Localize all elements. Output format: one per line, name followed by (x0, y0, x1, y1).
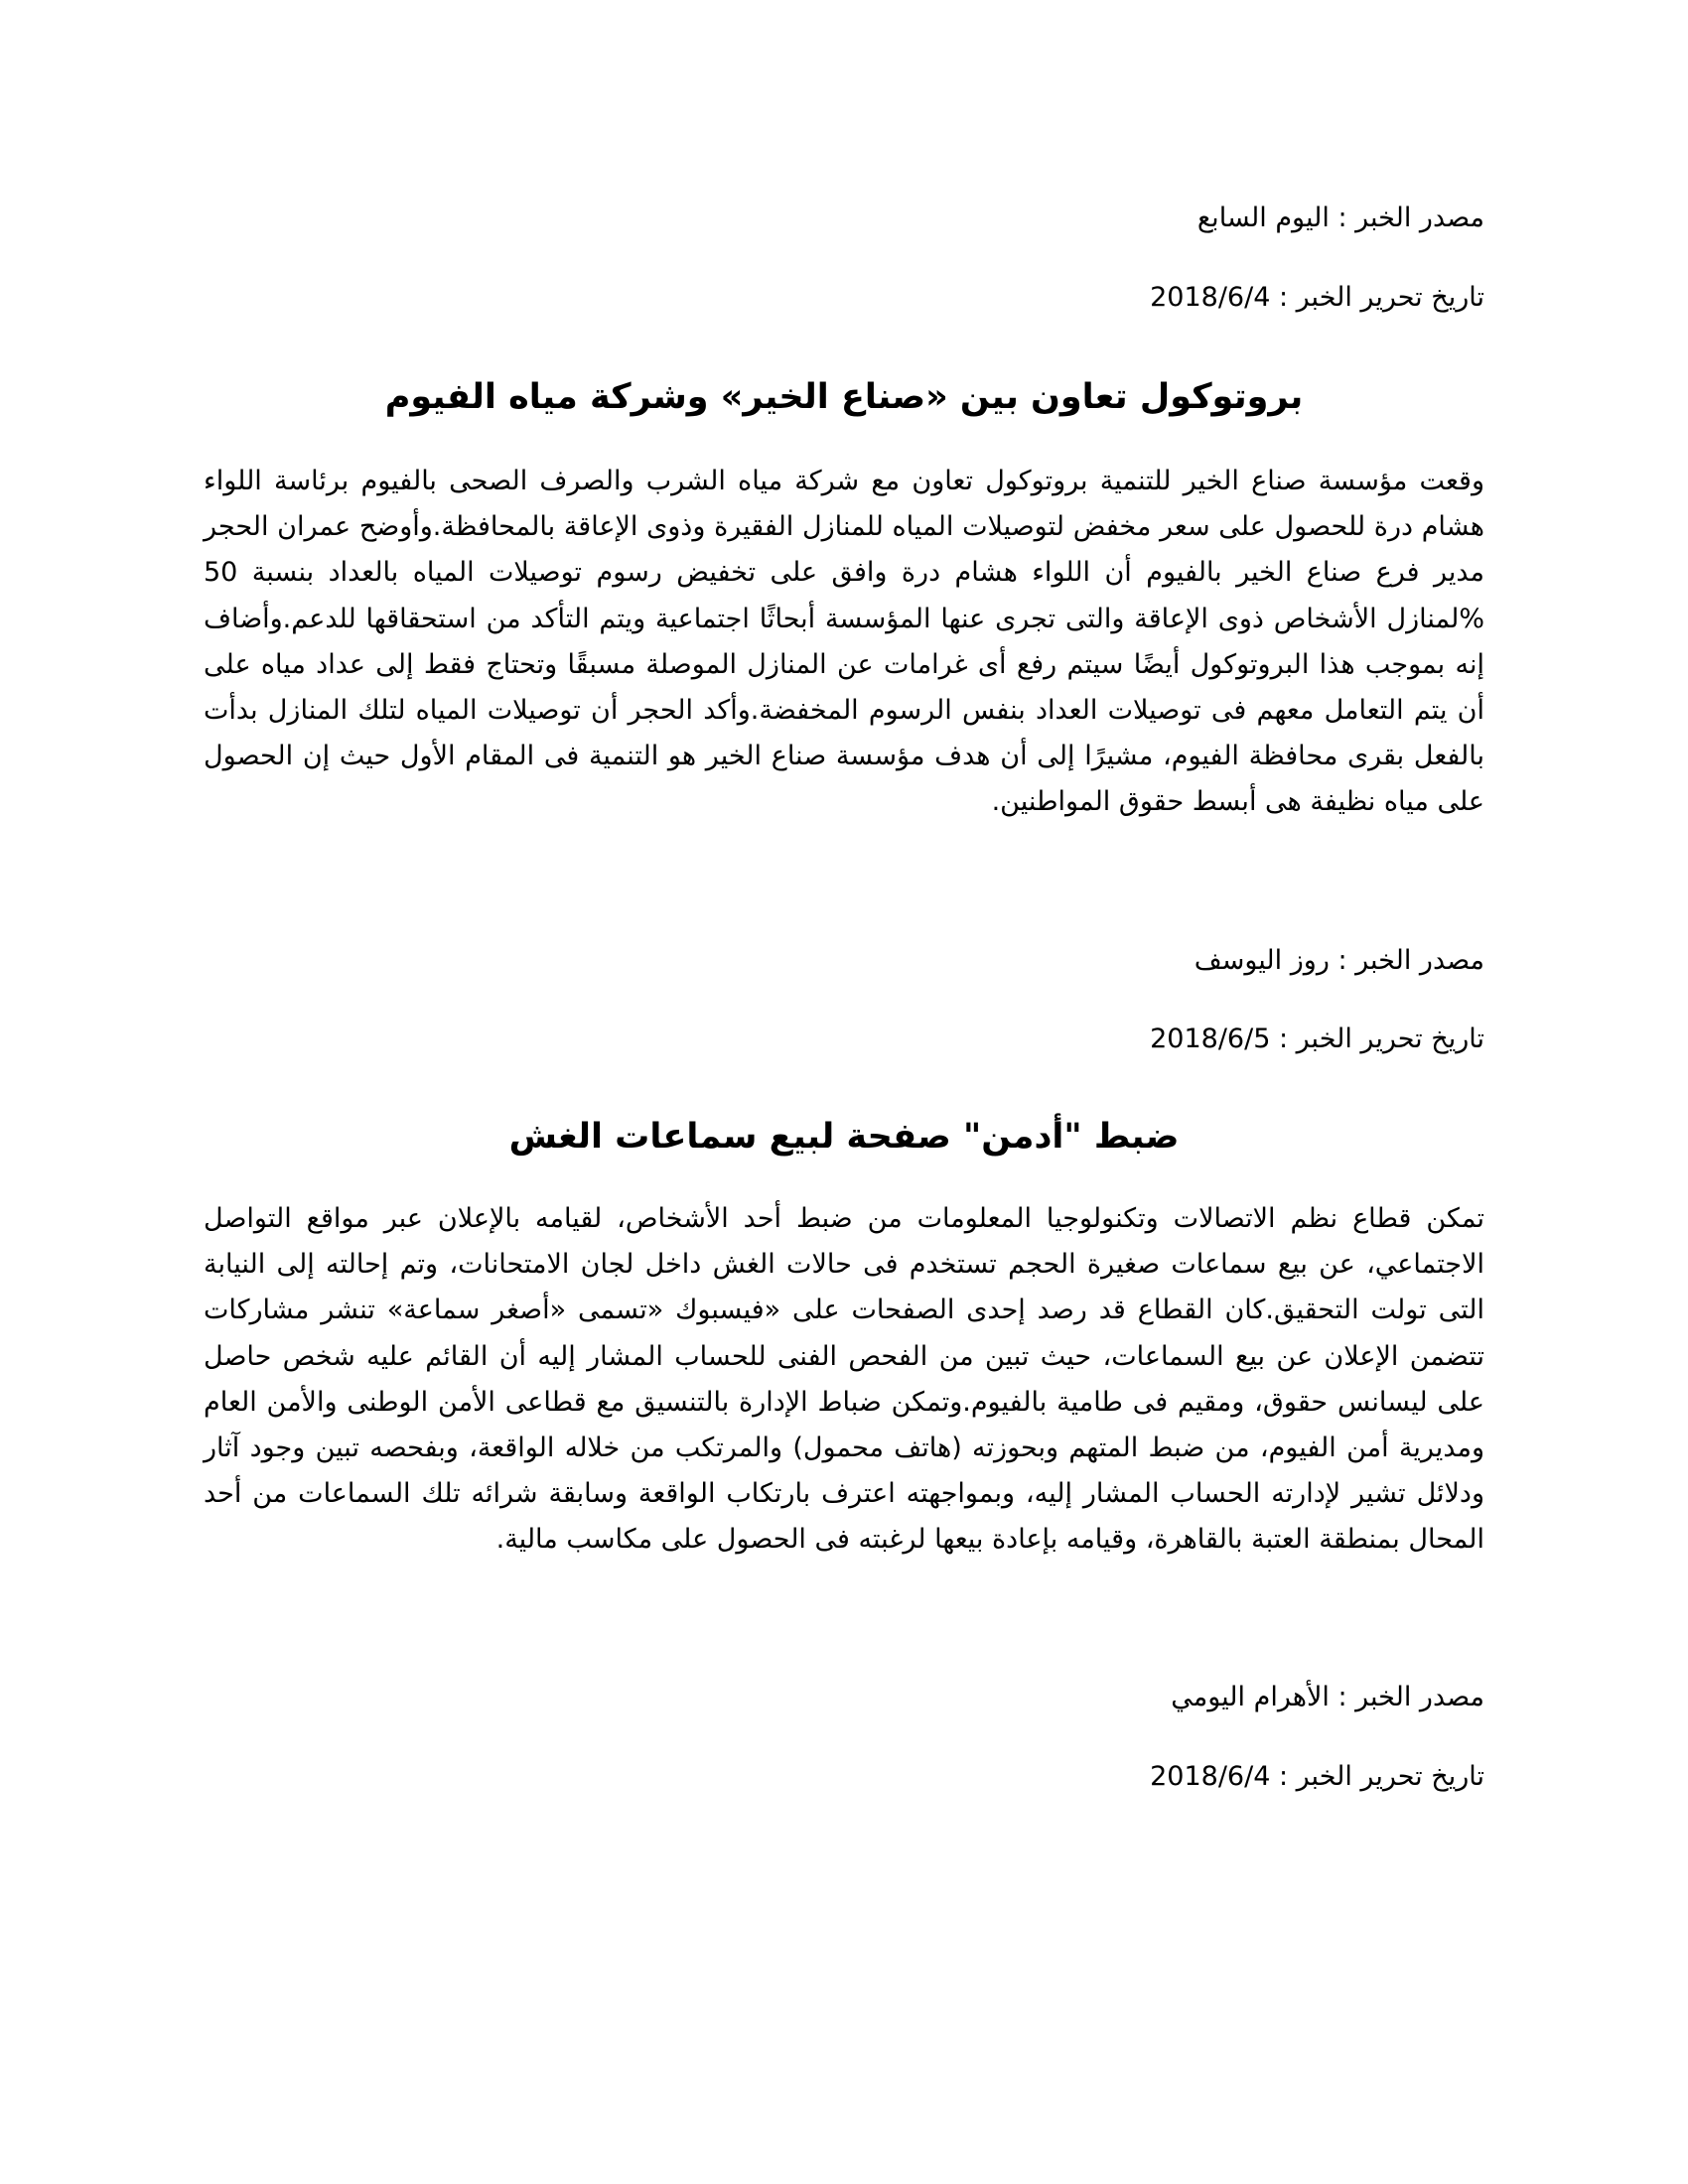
news-source: مصدر الخبر : روز اليوسف (1194, 945, 1484, 976)
article-body: تمكن قطاع نظم الاتصالات وتكنولوجيا المعلومات من ضبط أحد الأشخاص، لقيامه بالإعلان عبر مواقع التواصل الاجتماعي، عن بيع سماعات صغيرة الحجم تستخدم فى حالات الغش داخل لجان الامتحانات، وتم إحالته إلى النيابة التى تولت التحقيق.كان القطاع قد رصد إحدى الصفحات على «فيسبوك «تسمى «أصغر سماعة» تنشر مشاركات تتضمن الإعلان عن بيع السماعات، حيث تبين من الفحص الفنى للحساب المشار إليه أن القائم عليه شخص حاصل على ليسانس حقوق، ومقيم فى طامية بالفيوم.وتمكن ضباط الإدارة بالتنسيق مع قطاعى الأمن الوطنى والأمن العام ومديرية أمن الفيوم، من ضبط المتهم وبحوزته (هاتف محمول) والمرتكب من خلاله الواقعة، وبفحصه تبين وجود آثار ودلائل تشير لإدارته الحساب المشار إليه، وبمواجهته اعترف بارتكاب الواقعة وسابقة شرائه تلك السماعات من أحد المحال بمنطقة العتبة بالقاهرة، وقيامه بإعادة بيعها لرغبته فى الحصول على مكاسب مالية. (204, 1203, 1484, 1556)
news-date-label: تاريخ تحرير الخبر : (1278, 282, 1484, 313)
news-date-line (1150, 1020, 1484, 1059)
news-source: مصدر الخبر : اليوم السابع (1196, 203, 1484, 233)
article-headline: بروتوكول تعاون بين «صناع الخير» وشركة مياه الفيوم (384, 377, 1304, 417)
news-date: 2018/6/5 (1150, 1024, 1271, 1054)
news-date: 2018/6/4 (1150, 282, 1271, 313)
news-date: 2018/6/4 (1150, 1761, 1271, 1792)
news-date-label: تاريخ تحرير الخبر : (1278, 1024, 1484, 1054)
article-body: وقعت مؤسسة صناع الخير للتنمية بروتوكول تعاون مع شركة مياه الشرب والصرف الصحى بالفيوم برئاسة اللواء هشام درة للحصول على سعر مخفض لتوصيلات المياه للمنازل الفقيرة وذوى الإعاقة بالمحافظة.وأوضح عمران الحجر مدير فرع صناع الخير بالفيوم أن اللواء هشام درة وافق على تخفيض رسوم توصيلات المياه بالعداد بنسبة 50 %لمنازل الأشخاص ذوى الإعاقة والتى تجرى عنها المؤسسة أبحاثًا اجتماعية ويتم التأكد من استحقاقها للدعم.وأضاف إنه بموجب هذا البروتوكول أيضًا سيتم رفع أى غرامات عن المنازل الموصلة مسبقًا وتحتاج فقط إلى عداد مياه على أن يتم التعامل معهم فى توصيلات العداد بنفس الرسوم المخفضة.وأكد الحجر أن توصيلات المياه لتلك المنازل بدأت بالفعل بقرى محافظة الفيوم، مشيرًا إلى أن هدف مؤسسة صناع الخير هو التنمية فى المقام الأول حيث إن الحصول على مياه نظيفة هى أبسط حقوق المواطنين. (204, 466, 1484, 818)
news-source: مصدر الخبر : الأهرام اليومي (1171, 1682, 1484, 1712)
news-date-label: تاريخ تحرير الخبر : (1278, 1761, 1484, 1792)
news-date-line (1150, 1757, 1484, 1797)
document-page (204, 0, 1484, 2184)
news-date-line (1150, 278, 1484, 318)
article-headline: ضبط "أدمن" صفحة لبيع سماعات الغش (508, 1117, 1180, 1157)
